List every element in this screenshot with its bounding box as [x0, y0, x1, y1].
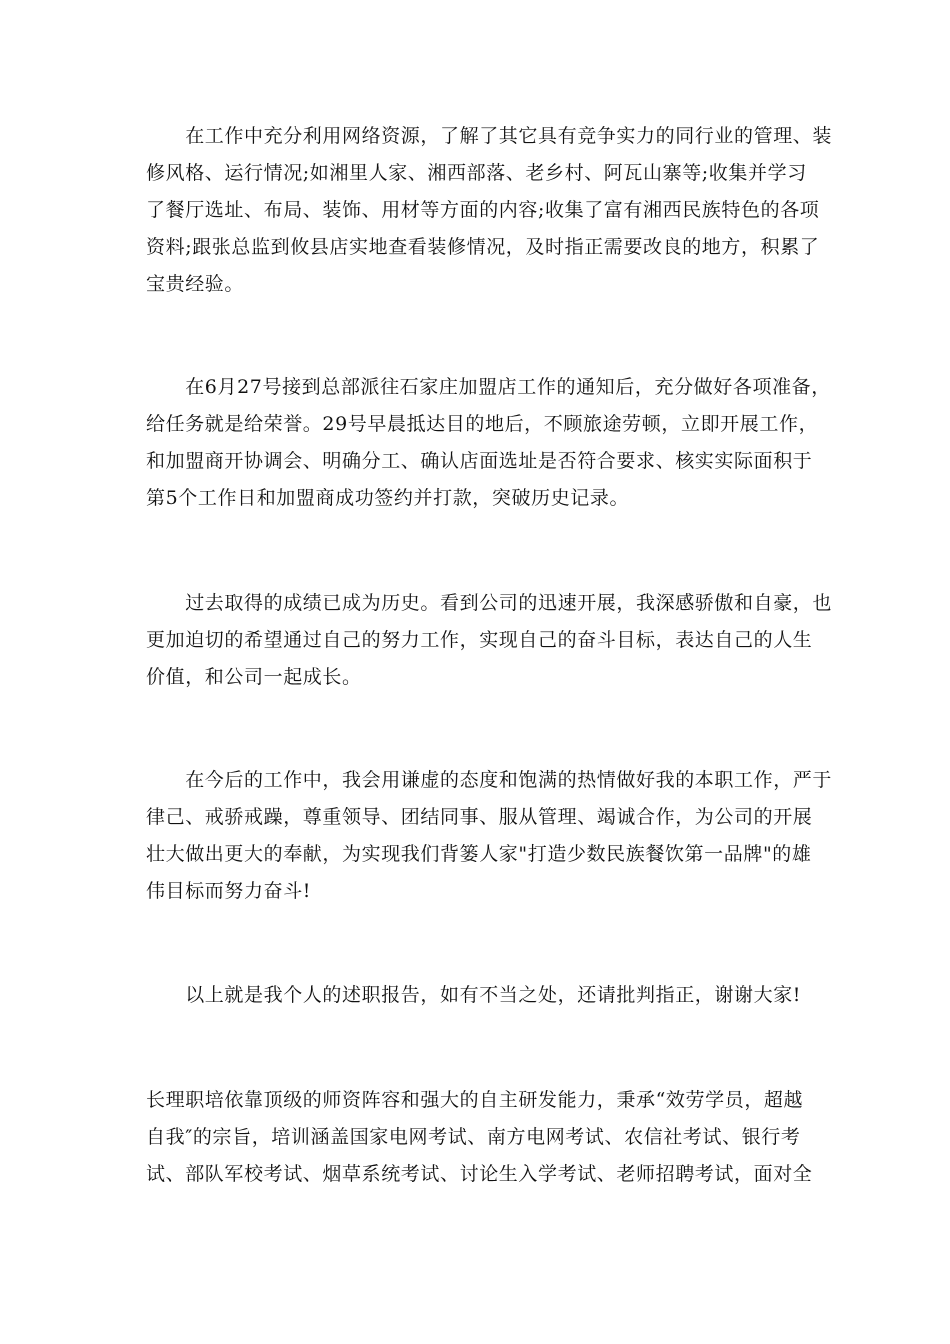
paragraph-5-line-1: 以上就是我个人的述职报告，如有不当之处，还请批判指正，谢谢大家!: [146, 984, 802, 1006]
paragraph-2-line-4: 第5个工作日和加盟商成功签约并打款，突破历史记录。: [146, 487, 630, 509]
paragraph-4-line-3: 壮大做出更大的奉献，为实现我们背篓人家"打造少数民族餐饮第一品牌"的雄: [146, 843, 812, 865]
paragraph-3-line-3: 价值，和公司一起成长。: [146, 666, 362, 688]
paragraph-4-line-1: 在今后的工作中，我会用谦虚的态度和饱满的热情做好我的本职工作，严于: [146, 769, 833, 791]
paragraph-2-line-3: 和加盟商开协调会、明确分工、确认店面选址是否符合要求、核实实际面积于: [146, 450, 813, 472]
paragraph-1-line-4: 资料;跟张总监到攸县店实地查看装修情况，及时指正需要改良的地方，积累了: [146, 236, 820, 258]
paragraph-3-line-2: 更加迫切的希望通过自己的努力工作，实现自己的奋斗目标，表达自己的人生: [146, 629, 813, 651]
paragraph-4-line-4: 伟目标而努力奋斗!: [146, 880, 312, 902]
paragraph-4-line-2: 律己、戒骄戒躁，尊重领导、团结同事、服从管理、竭诚合作，为公司的开展: [146, 806, 813, 828]
paragraph-2-line-1: 在6月27号接到总部派往石家庄加盟店工作的通知后，充分做好各项准备，: [146, 376, 831, 398]
paragraph-3-line-1: 过去取得的成绩已成为历史。看到公司的迅速开展，我深感骄傲和自豪，也: [146, 592, 833, 614]
paragraph-2-line-2: 给任务就是给荣誉。29号早晨抵达目的地后，不顾旅途劳顿，立即开展工作，: [146, 413, 819, 435]
paragraph-1-line-1: 在工作中充分利用网络资源，了解了其它具有竞争实力的同行业的管理、装: [146, 125, 833, 147]
paragraph-1-line-5: 宝贵经验。: [146, 273, 245, 295]
paragraph-1-line-3: 了餐厅选址、布局、装饰、用材等方面的内容;收集了富有湘西民族特色的各项: [146, 199, 820, 221]
paragraph-6-line-1: 长理职培依靠顶级的师资阵容和强大的自主研发能力，秉承“效劳学员，超越: [146, 1089, 804, 1111]
paragraph-6-line-3: 试、部队军校考试、烟草系统考试、讨论生入学考试、老师招聘考试，面对全: [146, 1163, 813, 1185]
paragraph-6-line-2: 自我″的宗旨，培训涵盖国家电网考试、南方电网考试、农信社考试、银行考: [146, 1126, 801, 1148]
paragraph-1-line-2: 修风格、运行情况;如湘里人家、湘西部落、老乡村、阿瓦山寨等;收集并学习: [146, 162, 807, 184]
